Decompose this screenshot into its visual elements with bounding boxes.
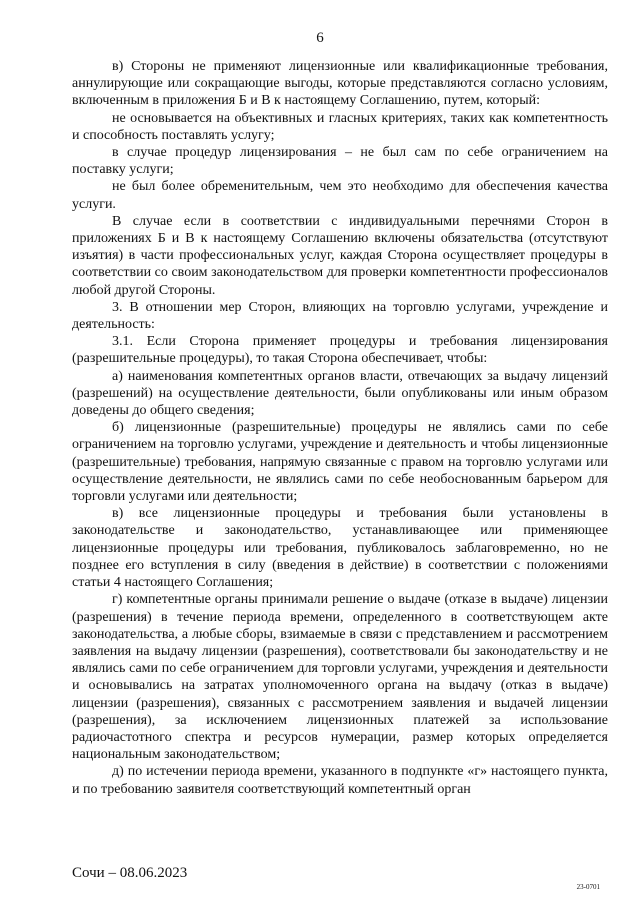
paragraph: г) компетентные органы принимали решение о выдаче (отказе в выдаче) лицензии (разрешения) в течение периода времени, определенного в соответствующем акте законодательства, а любые сборы, взимаемые в связи с представлением и рассмотрением заявления на выдачу лицензии (разрешения), соответствовали бы законодательству и не являлись сами по себе ограничением для торговли услугами, учреждения и деятельности и основывались на затратах уполномоченного органа на выдачу (отказ в выдаче) лицензии (разрешения), связанных с рассмотрением заявления и выдачей лицензии (разрешения), за исключением лицензионных платежей за использование радиочастотного спектра и ресурсов нумерации, размер которых определяется национальным законодательством;: [72, 592, 608, 763]
page-number: 6: [316, 30, 324, 46]
paragraph: 3.1. Если Сторона применяет процедуры и требования лицензирования (разрешительные процедуры), то такая Сторона обеспечивает, чтобы:: [72, 334, 608, 367]
footer-doc-code: 23-0701: [576, 883, 600, 891]
footer-place-date: Сочи – 08.06.2023: [72, 865, 188, 881]
paragraph: в) Стороны не применяют лицензионные или квалификационные требования, аннулирующие или сокращающие выгоды, которые представляются согласно условиям, включенным в приложения Б и В к настоящему Соглашению, путем, который:: [72, 59, 608, 109]
paragraph: а) наименования компетентных органов власти, отвечающих за выдачу лицензий (разрешений) на осуществление деятельности, были опубликованы или иным образом доведены до общего сведения;: [72, 368, 608, 419]
paragraph: не был более обременительным, чем это необходимо для обеспечения качества услуги.: [72, 179, 608, 212]
paragraph: 3. В отношении мер Сторон, влияющих на торговлю услугами, учреждение и деятельность:: [72, 299, 608, 333]
paragraph: б) лицензионные (разрешительные) процедуры не являлись сами по себе ограничением на торговлю услугами, учреждение и деятельность и чтобы лицензионные (разрешительные) требования, напрямую связанные с правом на торговлю услугами или осуществление деятельности, не являлись сами по себе необоснованным барьером для торговли услугами или деятельности;: [72, 420, 608, 505]
document-body: [72, 58, 608, 798]
paragraph: не основывается на объективных и гласных критериях, таких как компетентность и способность поставлять услугу;: [72, 110, 608, 143]
paragraph: в) все лицензионные процедуры и требования были установлены в законодательстве и законодательство, устанавливающее или применяющее лицензионные процедуры или требования, публиковалось заблаговременно, но не позднее его вступления в силу (введения в действие) в соответствии с положениями статьи 4 настоящего Соглашения;: [72, 506, 608, 591]
paragraph: в случае процедур лицензирования – не был сам по себе ограничением на поставку услуги;: [72, 145, 608, 178]
paragraph: д) по истечении периода времени, указанного в подпункте «г» настоящего пункта, и по требованию заявителя соответствующий компетентный орган: [72, 764, 608, 797]
paragraph: В случае если в соответствии с индивидуальными перечнями Сторон в приложениях Б и В к настоящему Соглашению включены обязательства (отсутствуют изъятия) в части профессиональных услуг, каждая Сторона осуществляет процедуры в соответствии со своим законодательством для проверки компетентности профессионалов любой другой Стороны.: [72, 213, 608, 298]
